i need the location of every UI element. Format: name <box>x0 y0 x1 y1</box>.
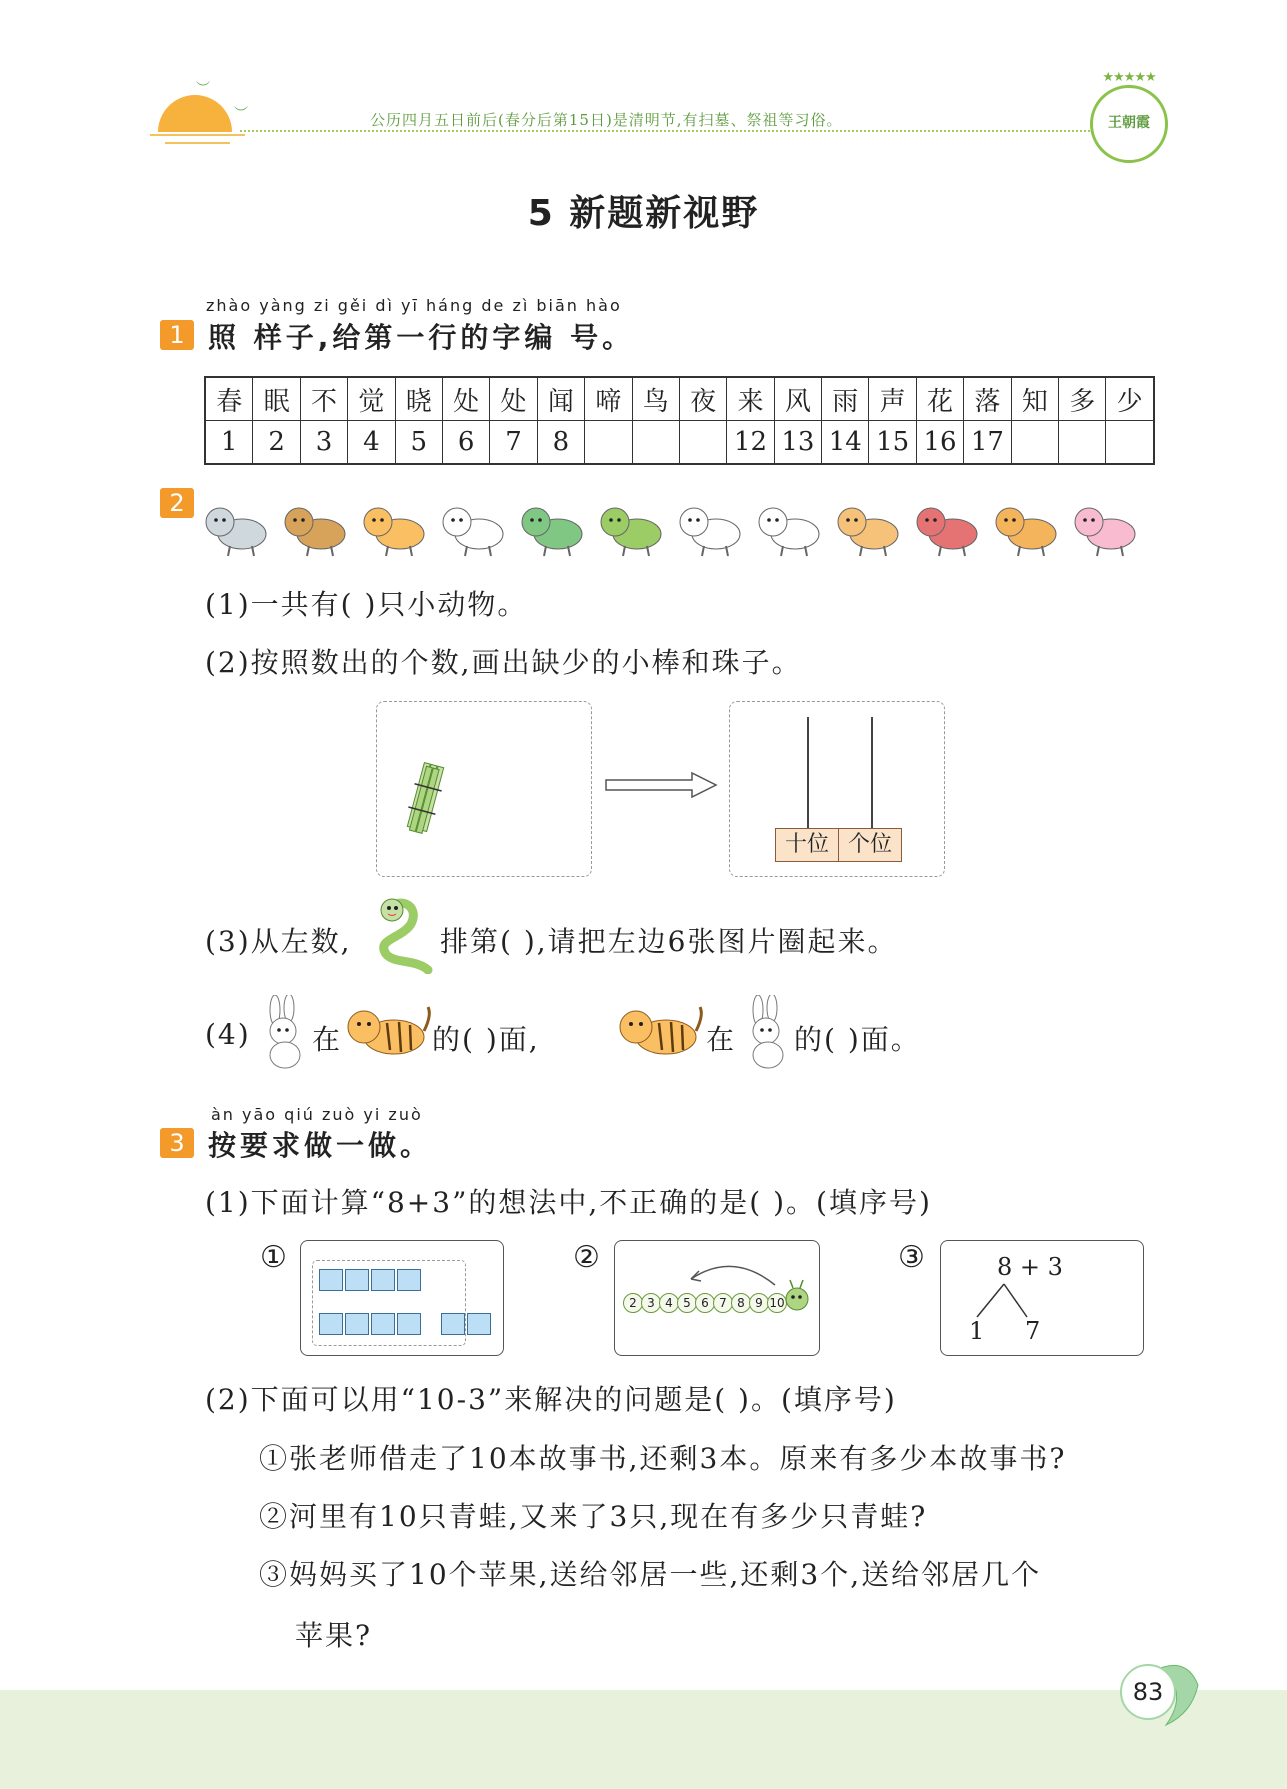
number-cell: 4 <box>348 421 395 465</box>
q2-part1: (1)一共有( )只小动物。 <box>205 588 528 621</box>
option-3-tree[interactable] <box>940 1240 1144 1356</box>
tens-rod <box>807 717 809 830</box>
q3-text: 按要求做一做。 <box>208 1129 433 1162</box>
char-row <box>205 377 1154 421</box>
cube-icon <box>345 1313 369 1335</box>
arrow-right-icon <box>602 770 720 800</box>
cube-icon <box>319 1313 343 1335</box>
char-cell: 处 <box>490 377 537 421</box>
bird-icon: ︶ <box>234 106 248 122</box>
horizon-line <box>165 142 230 144</box>
number-cell: 17 <box>964 421 1011 465</box>
ones-rod <box>871 717 873 830</box>
bead-icon: 7 <box>713 1293 733 1313</box>
tiger-icon <box>614 995 704 1065</box>
number-cell: 8 <box>537 421 584 465</box>
header-divider <box>240 130 1090 132</box>
character-table <box>204 376 1155 465</box>
sticks-box[interactable] <box>376 701 592 877</box>
number-cell: 15 <box>869 421 916 465</box>
horse-icon <box>674 490 744 560</box>
q3-option-b[interactable]: ②河里有10只青蛙,又来了3只,现在有多少只青蛙? <box>259 1500 928 1533</box>
bird-icon: ︶ <box>196 81 210 97</box>
horizon-line <box>150 134 245 136</box>
number-cell: 13 <box>774 421 821 465</box>
q3-part1: (1)下面计算“8+3”的想法中,不正确的是( )。(填序号) <box>205 1186 932 1219</box>
tiger-icon <box>342 995 432 1065</box>
sheep-icon <box>753 490 823 560</box>
count-back-arrow-icon <box>683 1253 783 1293</box>
q2-part2: (2)按照数出的个数,画出缺少的小棒和珠子。 <box>205 646 802 679</box>
q3-option-a[interactable]: ①张老师借走了10本故事书,还剩3本。原来有多少本故事书? <box>259 1442 1067 1475</box>
option-3-label[interactable]: ③ <box>898 1240 927 1275</box>
char-cell: 来 <box>727 377 774 421</box>
cube-icon <box>397 1313 421 1335</box>
rabbit-icon <box>253 995 313 1070</box>
abacus-box[interactable] <box>729 701 945 877</box>
bead-icon: 10 <box>767 1293 787 1313</box>
cube-icon <box>371 1269 395 1291</box>
q1-text: 照 样子,给第一行的字编 号。 <box>208 321 635 354</box>
snake-icon <box>595 490 665 560</box>
q2-part4-e: 的( )面。 <box>794 1023 921 1056</box>
q3-part2: (2)下面可以用“10-3”来解决的问题是( )。(填序号) <box>205 1383 897 1416</box>
tens-label: 十位 <box>775 828 839 862</box>
tree-left: 1 <box>969 1317 985 1345</box>
split-lines <box>971 1281 1051 1321</box>
number-blank-cell[interactable] <box>1106 421 1154 465</box>
number-cell: 6 <box>442 421 489 465</box>
rabbit-icon <box>437 490 507 560</box>
rooster-icon <box>911 490 981 560</box>
q3-pinyin: àn yāo qiú zuò yi zuò <box>211 1105 423 1124</box>
header-note: 公历四月五日前后(春分后第15日)是清明节,有扫墓、祭祖等习俗。 <box>370 111 843 129</box>
tiger-icon <box>358 490 428 560</box>
option-1-label[interactable]: ① <box>260 1240 289 1275</box>
sun-icon <box>158 95 232 132</box>
number-blank-cell[interactable] <box>679 421 726 465</box>
number-cell: 1 <box>205 421 253 465</box>
bead-icon: 8 <box>731 1293 751 1313</box>
cube-icon <box>397 1269 421 1291</box>
q1-pinyin: zhào yàng zi gěi dì yī háng de zì biān hào <box>206 296 622 315</box>
tree-right: 7 <box>1025 1317 1041 1345</box>
char-cell: 春 <box>205 377 253 421</box>
sticks-bundle-icon <box>395 759 455 839</box>
bead-icon: 3 <box>641 1293 661 1313</box>
page-title: 5 新题新视野 <box>527 193 760 234</box>
stars-icon: ★★★★★ <box>1102 70 1156 85</box>
char-cell: 晓 <box>395 377 442 421</box>
number-cell: 12 <box>727 421 774 465</box>
char-cell: 花 <box>916 377 963 421</box>
number-cell: 14 <box>822 421 869 465</box>
snake-icon <box>366 894 436 974</box>
char-cell: 啼 <box>585 377 632 421</box>
q2-part4-d: 在 <box>706 1023 737 1056</box>
bead-icon: 2 <box>623 1293 643 1313</box>
q2-part4-a: (4) <box>205 1018 251 1051</box>
cube-icon <box>345 1269 369 1291</box>
q3-option-c-cont[interactable]: 苹果? <box>295 1619 373 1652</box>
footer-band <box>0 1690 1287 1789</box>
bead-icon: 6 <box>695 1293 715 1313</box>
bead-icon: 5 <box>677 1293 697 1313</box>
char-cell: 眠 <box>253 377 300 421</box>
char-cell: 多 <box>1059 377 1106 421</box>
monkey-icon <box>832 490 902 560</box>
number-blank-cell[interactable] <box>632 421 679 465</box>
pig-icon <box>1069 490 1139 560</box>
char-cell: 夜 <box>679 377 726 421</box>
tree-top: 8 + 3 <box>997 1253 1063 1281</box>
number-cell: 2 <box>253 421 300 465</box>
char-cell: 少 <box>1106 377 1154 421</box>
q2-part3-b: 排第( ),请把左边6张图片圈起来。 <box>440 925 898 958</box>
q3-number: 3 <box>160 1128 194 1158</box>
mouse-icon <box>200 490 270 560</box>
bead-icon: 9 <box>749 1293 769 1313</box>
number-blank-cell[interactable] <box>1011 421 1058 465</box>
cube-icon <box>441 1313 465 1335</box>
char-cell: 知 <box>1011 377 1058 421</box>
brand-name: 王朝霞 <box>1108 115 1150 131</box>
cube-icon <box>467 1313 491 1335</box>
char-cell: 觉 <box>348 377 395 421</box>
rabbit-icon <box>736 995 796 1070</box>
q2-part4-b: 在 <box>312 1023 343 1056</box>
number-cell: 7 <box>490 421 537 465</box>
char-cell: 雨 <box>822 377 869 421</box>
page-number: 83 <box>1120 1664 1176 1720</box>
ox-icon <box>279 490 349 560</box>
q2-part3-a: (3)从左数, <box>205 925 352 958</box>
q2-number: 2 <box>160 488 194 518</box>
char-cell: 声 <box>869 377 916 421</box>
number-blank-cell[interactable] <box>585 421 632 465</box>
ones-label: 个位 <box>838 828 902 862</box>
number-cell: 3 <box>300 421 347 465</box>
cube-icon <box>319 1269 343 1291</box>
number-cell: 5 <box>395 421 442 465</box>
char-cell: 闻 <box>537 377 584 421</box>
cube-icon <box>371 1313 395 1335</box>
char-cell: 鸟 <box>632 377 679 421</box>
option-2-label[interactable]: ② <box>573 1240 602 1275</box>
char-cell: 处 <box>442 377 489 421</box>
number-cell: 16 <box>916 421 963 465</box>
char-cell: 落 <box>964 377 1011 421</box>
dog-icon <box>990 490 1060 560</box>
number-blank-cell[interactable] <box>1059 421 1106 465</box>
q2-part4-c: 的( )面, <box>432 1023 540 1056</box>
bead-icon: 4 <box>659 1293 679 1313</box>
q1-number: 1 <box>160 320 194 350</box>
q3-option-c[interactable]: ③妈妈买了10个苹果,送给邻居一些,还剩3个,送给邻居几个 <box>259 1558 1042 1591</box>
caterpillar-head-icon <box>783 1277 813 1313</box>
option-1-cubes[interactable] <box>300 1240 504 1356</box>
char-cell: 不 <box>300 377 347 421</box>
brand-badge <box>1090 70 1168 163</box>
dragon-icon <box>516 490 586 560</box>
option-2-beads[interactable] <box>614 1240 820 1356</box>
char-cell: 风 <box>774 377 821 421</box>
number-row <box>205 421 1154 465</box>
